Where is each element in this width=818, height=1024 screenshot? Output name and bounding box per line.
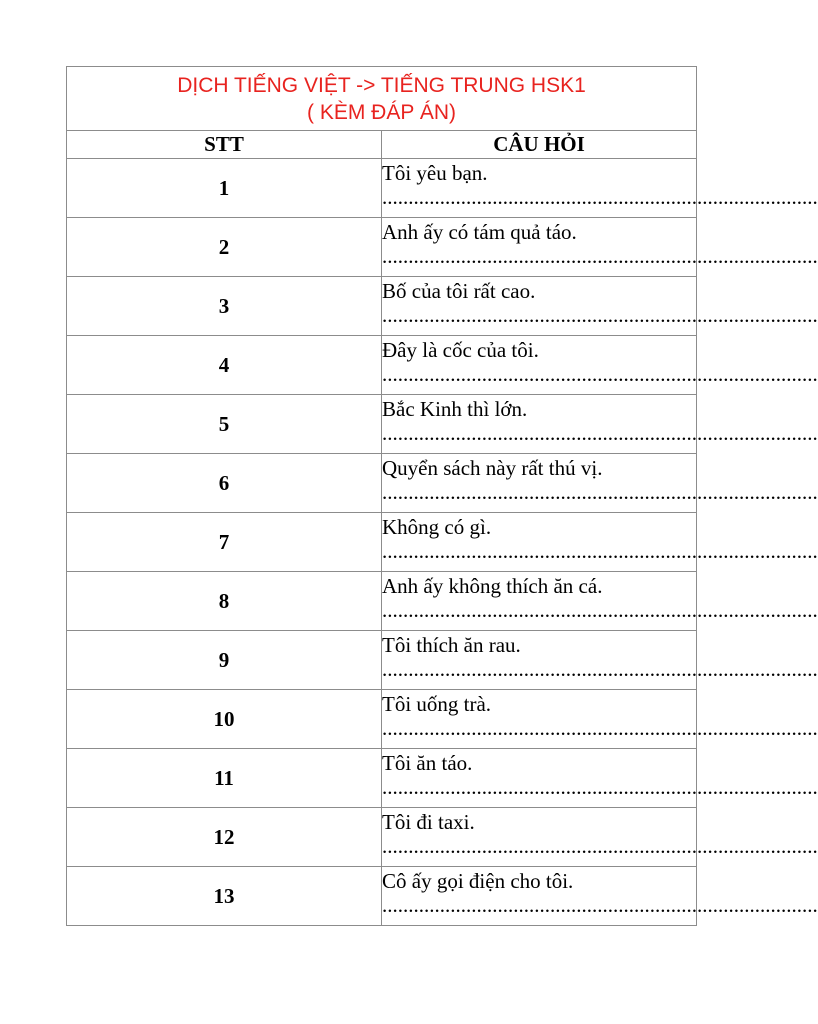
answer-blank[interactable]: ................................................................................... [382, 775, 818, 799]
answer-blank[interactable]: ................................................................................... [382, 657, 818, 681]
table-row [67, 218, 697, 277]
answer-blank[interactable]: ................................................................................... [382, 893, 818, 917]
table-row [67, 808, 697, 867]
answer-blank[interactable]: ................................................................................... [382, 303, 818, 327]
table-row [67, 336, 697, 395]
question-text: Tôi ăn táo. [382, 751, 473, 775]
row-number: 7 [67, 513, 382, 572]
question-cell [382, 395, 818, 454]
answer-blank[interactable]: ................................................................................... [382, 244, 818, 268]
table-row [67, 749, 697, 808]
answer-blank[interactable]: ................................................................................... [382, 834, 818, 858]
row-number: 2 [67, 218, 382, 277]
row-number: 8 [67, 572, 382, 631]
table-row [67, 867, 697, 926]
question-rows [67, 159, 818, 926]
exercise-table [66, 66, 818, 926]
row-number: 3 [67, 277, 382, 336]
answer-blank[interactable]: ................................................................................... [382, 362, 818, 386]
row-number: 4 [67, 336, 382, 395]
question-cell [382, 513, 818, 572]
question-text: Không có gì. [382, 515, 492, 539]
row-number: 5 [67, 395, 382, 454]
answer-blank[interactable]: ................................................................................... [382, 421, 818, 445]
row-number: 1 [67, 159, 382, 218]
row-number: 11 [67, 749, 382, 808]
question-text: Bố của tôi rất cao. [382, 279, 536, 303]
table-row [67, 513, 697, 572]
question-cell [382, 867, 818, 926]
title-cell [67, 67, 697, 131]
question-cell [382, 277, 818, 336]
question-cell [382, 808, 818, 867]
row-number: 10 [67, 690, 382, 749]
question-text: Tôi thích ăn rau. [382, 633, 521, 657]
question-cell [382, 218, 818, 277]
table-row [67, 277, 697, 336]
table-row [67, 159, 697, 218]
question-cell [382, 572, 818, 631]
title-row [67, 67, 697, 131]
answer-blank[interactable]: ................................................................................... [382, 539, 818, 563]
question-cell [382, 749, 818, 808]
question-cell [382, 159, 818, 218]
question-text: Đây là cốc của tôi. [382, 338, 539, 362]
row-number: 12 [67, 808, 382, 867]
page-subtitle: ( KÈM ĐÁP ÁN) [307, 100, 456, 124]
column-header-stt: STT [67, 131, 382, 159]
question-text: Anh ấy có tám quả táo. [382, 220, 577, 244]
question-cell [382, 690, 818, 749]
table-row [67, 572, 697, 631]
question-text: Tôi đi taxi. [382, 810, 475, 834]
question-cell [382, 454, 818, 513]
table-row [67, 690, 697, 749]
question-cell [382, 631, 818, 690]
question-text: Tôi uống trà. [382, 692, 492, 716]
answer-blank[interactable]: ................................................................................... [382, 185, 818, 209]
answer-blank[interactable]: ................................................................................... [382, 716, 818, 740]
answer-blank[interactable]: ................................................................................... [382, 480, 818, 504]
question-text: Tôi yêu bạn. [382, 161, 488, 185]
table-row [67, 631, 697, 690]
page-title: DỊCH TIẾNG VIỆT -> TIẾNG TRUNG HSK1 [177, 73, 586, 97]
question-text: Quyển sách này rất thú vị. [382, 456, 603, 480]
answer-blank[interactable]: ................................................................................... [382, 598, 818, 622]
question-text: Bắc Kinh thì lớn. [382, 397, 528, 421]
question-text: Anh ấy không thích ăn cá. [382, 574, 603, 598]
question-cell [382, 336, 818, 395]
question-text: Cô ấy gọi điện cho tôi. [382, 869, 574, 893]
row-number: 13 [67, 867, 382, 926]
table-row [67, 454, 697, 513]
column-header-question: CÂU HỎI [382, 131, 697, 159]
row-number: 9 [67, 631, 382, 690]
header-row [67, 131, 697, 159]
row-number: 6 [67, 454, 382, 513]
table-row [67, 395, 697, 454]
